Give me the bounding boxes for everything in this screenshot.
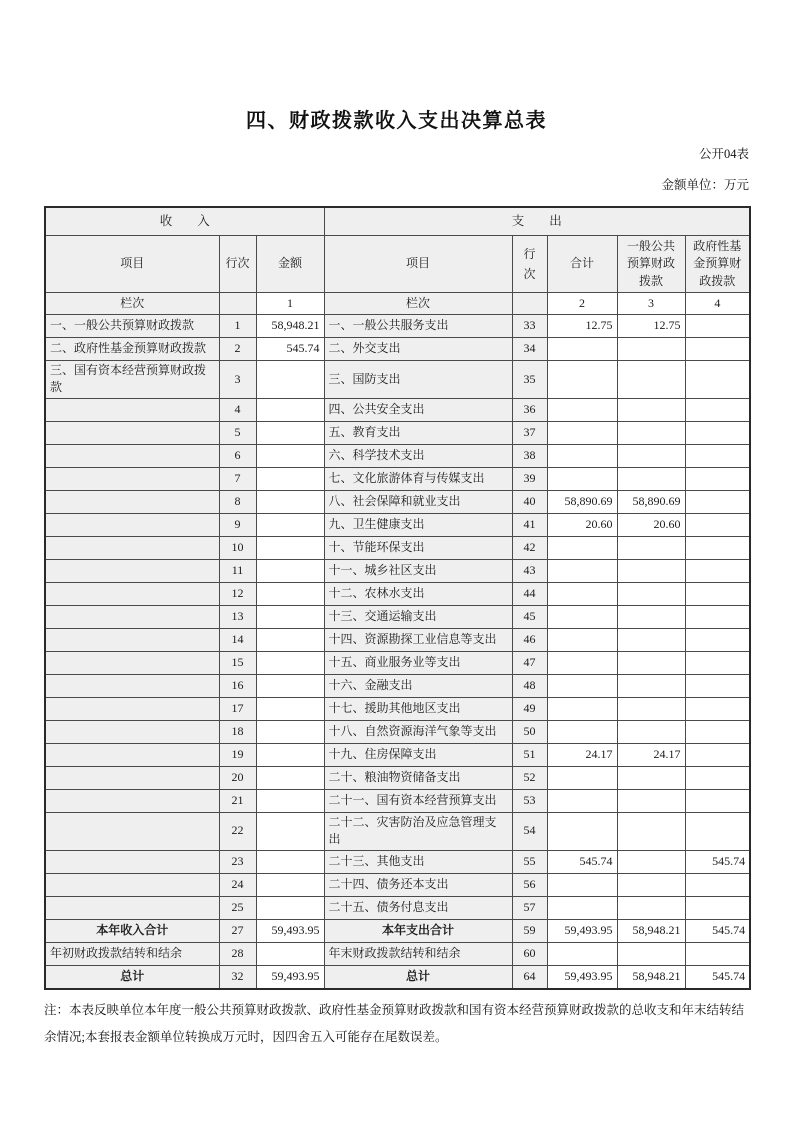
expenditure-general-cell: 12.75 — [617, 315, 685, 338]
expenditure-item-header: 项目 — [324, 236, 512, 293]
expenditure-general-cell: 20.60 — [617, 513, 685, 536]
expenditure-item-cell: 十七、援助其他地区支出 — [324, 697, 512, 720]
expenditure-total-cell: 59,493.95 — [547, 965, 617, 989]
expenditure-govfund-cell — [685, 467, 750, 490]
income-item-cell — [45, 651, 219, 674]
income-item-cell: 二、政府性基金预算财政拨款 — [45, 338, 219, 361]
table-row — [45, 697, 750, 720]
table-row — [45, 674, 750, 697]
income-rowno-cell: 7 — [219, 467, 256, 490]
income-amount-cell: 545.74 — [256, 338, 324, 361]
income-amount-cell — [256, 896, 324, 919]
expenditure-rowno-cell: 49 — [512, 697, 547, 720]
expenditure-section-header: 支 出 — [324, 207, 750, 236]
expenditure-govfund-cell — [685, 720, 750, 743]
income-rowno-cell: 16 — [219, 674, 256, 697]
income-rowno-cell: 3 — [219, 361, 256, 399]
expenditure-govfund-cell: 545.74 — [685, 850, 750, 873]
income-rowno-cell: 2 — [219, 338, 256, 361]
expenditure-govfund-cell — [685, 559, 750, 582]
table-row — [45, 896, 750, 919]
expenditure-govfund-cell — [685, 743, 750, 766]
expenditure-general-cell — [617, 361, 685, 399]
income-amount-cell — [256, 398, 324, 421]
expenditure-general-cell — [617, 651, 685, 674]
income-amount-cell: 59,493.95 — [256, 965, 324, 989]
income-amount-cell — [256, 513, 324, 536]
income-item-cell — [45, 605, 219, 628]
expenditure-govfund-cell — [685, 651, 750, 674]
income-item-cell — [45, 766, 219, 789]
expenditure-govfund-cell — [685, 490, 750, 513]
expenditure-total-cell: 12.75 — [547, 315, 617, 338]
income-rowno-cell: 23 — [219, 850, 256, 873]
expenditure-rowno-cell: 57 — [512, 896, 547, 919]
expenditure-item-cell: 二十、粮油物资储备支出 — [324, 766, 512, 789]
expenditure-govfund-cell — [685, 513, 750, 536]
expenditure-total-cell — [547, 338, 617, 361]
expenditure-total-cell — [547, 697, 617, 720]
income-amount-cell — [256, 582, 324, 605]
income-amount-cell — [256, 873, 324, 896]
expenditure-total-cell — [547, 766, 617, 789]
income-rowno-cell: 24 — [219, 873, 256, 896]
income-amount-cell — [256, 743, 324, 766]
expenditure-item-cell: 五、教育支出 — [324, 421, 512, 444]
table-row — [45, 338, 750, 361]
expenditure-general-cell — [617, 338, 685, 361]
table-row — [45, 559, 750, 582]
expenditure-rowno-cell: 53 — [512, 789, 547, 812]
income-rowno-cell: 27 — [219, 919, 256, 942]
income-rowno-cell: 9 — [219, 513, 256, 536]
unit-label: 金额单位：万元 — [661, 178, 749, 192]
expenditure-govfund-cell — [685, 674, 750, 697]
expenditure-rowno-cell: 43 — [512, 559, 547, 582]
expenditure-govfund-cell — [685, 315, 750, 338]
expenditure-govfund-cell — [685, 361, 750, 399]
income-item-cell: 本年收入合计 — [45, 919, 219, 942]
expenditure-item-cell: 本年支出合计 — [324, 919, 512, 942]
expenditure-govfund-cell — [685, 444, 750, 467]
income-item-cell — [45, 812, 219, 850]
income-item-cell: 总计 — [45, 965, 219, 989]
expenditure-item-cell: 十三、交通运输支出 — [324, 605, 512, 628]
expenditure-total-cell — [547, 421, 617, 444]
expenditure-total-cell — [547, 789, 617, 812]
expenditure-general-cell — [617, 896, 685, 919]
expenditure-total-cell — [547, 812, 617, 850]
income-rowno-cell: 12 — [219, 582, 256, 605]
income-rowno-cell: 1 — [219, 315, 256, 338]
expenditure-general-cell — [617, 812, 685, 850]
expenditure-total-cell: 59,493.95 — [547, 919, 617, 942]
income-rowno-cell: 18 — [219, 720, 256, 743]
income-amount-cell — [256, 651, 324, 674]
income-item-cell — [45, 628, 219, 651]
expenditure-rowno-cell: 48 — [512, 674, 547, 697]
income-amount-cell — [256, 766, 324, 789]
expenditure-rowno-cell: 35 — [512, 361, 547, 399]
expenditure-total-cell — [547, 628, 617, 651]
expenditure-general-cell — [617, 421, 685, 444]
expenditure-item-cell: 二十二、灾害防治及应急管理支出 — [324, 812, 512, 850]
income-rowno-cell: 32 — [219, 965, 256, 989]
expenditure-rowno-cell: 44 — [512, 582, 547, 605]
table-row — [45, 965, 750, 989]
income-item-cell — [45, 559, 219, 582]
income-amount-cell: 59,493.95 — [256, 919, 324, 942]
expenditure-rowno-cell: 47 — [512, 651, 547, 674]
income-rowno-cell: 15 — [219, 651, 256, 674]
expenditure-total-index: 2 — [547, 293, 617, 315]
income-amount-cell: 58,948.21 — [256, 315, 324, 338]
income-rowno-cell: 21 — [219, 789, 256, 812]
table-row — [45, 743, 750, 766]
expenditure-general-budget-header: 一般公共预算财政拨款 — [617, 236, 685, 293]
income-item-cell — [45, 896, 219, 919]
expenditure-rowno-cell: 34 — [512, 338, 547, 361]
expenditure-total-cell — [547, 467, 617, 490]
income-item-cell — [45, 582, 219, 605]
expenditure-total-header: 合计 — [547, 236, 617, 293]
note-text: 注：本表反映单位本年度一般公共预算财政拨款、政府性基金预算财政拨款和国有资本经营预算财政拨款的总收支和年末结转结余情况;本套报表金额单位转换成万元时，因四舍五入可能存在尾数误差。 — [44, 1002, 745, 1044]
expenditure-total-cell — [547, 444, 617, 467]
table-row — [45, 467, 750, 490]
table-row — [45, 766, 750, 789]
table-row — [45, 873, 750, 896]
expenditure-govfund-cell — [685, 536, 750, 559]
expenditure-item-cell: 九、卫生健康支出 — [324, 513, 512, 536]
expenditure-general-cell — [617, 536, 685, 559]
expenditure-item-cell: 八、社会保障和就业支出 — [324, 490, 512, 513]
income-amount-cell — [256, 536, 324, 559]
expenditure-govfund-cell — [685, 873, 750, 896]
expenditure-total-cell — [547, 398, 617, 421]
income-item-cell — [45, 421, 219, 444]
expenditure-general-cell — [617, 873, 685, 896]
expenditure-general-cell — [617, 674, 685, 697]
expenditure-govfund-cell — [685, 789, 750, 812]
expenditure-govfund-cell — [685, 398, 750, 421]
expenditure-rowno-cell: 51 — [512, 743, 547, 766]
income-item-cell — [45, 513, 219, 536]
expenditure-item-cell: 四、公共安全支出 — [324, 398, 512, 421]
expenditure-total-cell — [547, 720, 617, 743]
table-row — [45, 919, 750, 942]
expenditure-general-cell — [617, 766, 685, 789]
income-amount-cell — [256, 559, 324, 582]
expenditure-item-cell: 十六、金融支出 — [324, 674, 512, 697]
expenditure-rowno-cell: 46 — [512, 628, 547, 651]
expenditure-general-index: 3 — [617, 293, 685, 315]
expenditure-rowno-header: 行次 — [512, 236, 547, 293]
expenditure-govfund-cell — [685, 628, 750, 651]
income-amount-cell — [256, 444, 324, 467]
income-item-cell — [45, 467, 219, 490]
income-amount-cell — [256, 361, 324, 399]
income-amount-index: 1 — [256, 293, 324, 315]
income-amount-cell — [256, 467, 324, 490]
doc-code-label: 公开04表 — [698, 147, 749, 161]
expenditure-govfund-cell — [685, 697, 750, 720]
expenditure-item-cell: 七、文化旅游体育与传媒支出 — [324, 467, 512, 490]
income-lanci-blank — [219, 293, 256, 315]
income-rowno-cell: 25 — [219, 896, 256, 919]
income-rowno-cell: 6 — [219, 444, 256, 467]
expenditure-total-cell: 20.60 — [547, 513, 617, 536]
income-item-cell: 一、一般公共预算财政拨款 — [45, 315, 219, 338]
income-amount-cell — [256, 789, 324, 812]
income-item-cell: 三、国有资本经营预算财政拨款 — [45, 361, 219, 399]
expenditure-govfund-budget-header: 政府性基金预算财政拨款 — [685, 236, 750, 293]
income-rowno-cell: 4 — [219, 398, 256, 421]
expenditure-general-cell — [617, 697, 685, 720]
income-amount-cell — [256, 490, 324, 513]
income-amount-cell — [256, 850, 324, 873]
expenditure-general-cell — [617, 559, 685, 582]
income-rowno-cell: 14 — [219, 628, 256, 651]
income-rowno-cell: 20 — [219, 766, 256, 789]
expenditure-rowno-cell: 39 — [512, 467, 547, 490]
expenditure-item-cell: 总计 — [324, 965, 512, 989]
expenditure-general-cell — [617, 942, 685, 965]
table-row — [45, 444, 750, 467]
column-index-row — [45, 293, 750, 315]
table-row — [45, 942, 750, 965]
expenditure-item-cell: 二十三、其他支出 — [324, 850, 512, 873]
income-rowno-cell: 11 — [219, 559, 256, 582]
income-amount-header: 金额 — [256, 236, 324, 293]
expenditure-total-cell — [547, 361, 617, 399]
table-row — [45, 398, 750, 421]
expenditure-general-cell: 24.17 — [617, 743, 685, 766]
income-rowno-cell: 19 — [219, 743, 256, 766]
expenditure-govfund-cell: 545.74 — [685, 919, 750, 942]
expenditure-rowno-cell: 59 — [512, 919, 547, 942]
income-amount-cell — [256, 421, 324, 444]
expenditure-item-cell: 二十一、国有资本经营预算支出 — [324, 789, 512, 812]
income-amount-cell — [256, 720, 324, 743]
fiscal-summary-table — [44, 206, 751, 990]
table-row — [45, 605, 750, 628]
income-item-cell — [45, 850, 219, 873]
expenditure-item-cell: 十二、农林水支出 — [324, 582, 512, 605]
expenditure-total-cell — [547, 536, 617, 559]
expenditure-item-cell: 十四、资源勘探工业信息等支出 — [324, 628, 512, 651]
income-amount-cell — [256, 697, 324, 720]
expenditure-item-cell: 二十五、债务付息支出 — [324, 896, 512, 919]
expenditure-item-cell: 十八、自然资源海洋气象等支出 — [324, 720, 512, 743]
table-body — [45, 207, 750, 989]
expenditure-general-cell — [617, 467, 685, 490]
expenditure-general-cell — [617, 444, 685, 467]
expenditure-rowno-cell: 50 — [512, 720, 547, 743]
expenditure-general-cell — [617, 398, 685, 421]
income-item-cell — [45, 789, 219, 812]
income-rowno-cell: 13 — [219, 605, 256, 628]
table-row — [45, 812, 750, 850]
expenditure-item-cell: 十九、住房保障支出 — [324, 743, 512, 766]
expenditure-general-cell: 58,890.69 — [617, 490, 685, 513]
expenditure-general-cell — [617, 605, 685, 628]
income-item-cell — [45, 873, 219, 896]
income-section-header: 收 入 — [45, 207, 324, 236]
page-title: 四、财政拨款收入支出决算总表 — [246, 110, 547, 132]
table-row — [45, 789, 750, 812]
expenditure-govfund-cell: 545.74 — [685, 965, 750, 989]
expenditure-rowno-cell: 54 — [512, 812, 547, 850]
expenditure-item-cell: 十五、商业服务业等支出 — [324, 651, 512, 674]
income-amount-cell — [256, 942, 324, 965]
income-item-cell — [45, 743, 219, 766]
expenditure-item-cell: 年末财政拨款结转和结余 — [324, 942, 512, 965]
expenditure-item-cell: 二、外交支出 — [324, 338, 512, 361]
expenditure-lanci-label: 栏次 — [324, 293, 512, 315]
expenditure-item-cell: 三、国防支出 — [324, 361, 512, 399]
expenditure-general-cell — [617, 582, 685, 605]
expenditure-govfund-cell — [685, 896, 750, 919]
expenditure-item-cell: 一、一般公共服务支出 — [324, 315, 512, 338]
income-amount-cell — [256, 674, 324, 697]
expenditure-total-cell: 545.74 — [547, 850, 617, 873]
income-item-cell — [45, 398, 219, 421]
expenditure-govfund-cell — [685, 766, 750, 789]
expenditure-rowno-cell: 60 — [512, 942, 547, 965]
expenditure-rowno-cell: 45 — [512, 605, 547, 628]
column-header-row — [45, 236, 750, 293]
table-row — [45, 582, 750, 605]
table-row — [45, 513, 750, 536]
income-rowno-cell: 22 — [219, 812, 256, 850]
table-row — [45, 361, 750, 399]
expenditure-general-cell: 58,948.21 — [617, 965, 685, 989]
income-item-cell: 年初财政拨款结转和结余 — [45, 942, 219, 965]
income-rowno-cell: 10 — [219, 536, 256, 559]
table-row — [45, 536, 750, 559]
table-row — [45, 315, 750, 338]
expenditure-item-cell: 二十四、债务还本支出 — [324, 873, 512, 896]
expenditure-rowno-cell: 37 — [512, 421, 547, 444]
expenditure-govfund-cell — [685, 812, 750, 850]
expenditure-govfund-cell — [685, 942, 750, 965]
table-row — [45, 421, 750, 444]
expenditure-item-cell: 十一、城乡社区支出 — [324, 559, 512, 582]
table-row — [45, 490, 750, 513]
table-row — [45, 628, 750, 651]
expenditure-total-cell: 24.17 — [547, 743, 617, 766]
expenditure-general-cell — [617, 789, 685, 812]
expenditure-general-cell — [617, 628, 685, 651]
income-item-cell — [45, 490, 219, 513]
income-lanci-label: 栏次 — [45, 293, 219, 315]
expenditure-total-cell: 58,890.69 — [547, 490, 617, 513]
expenditure-general-cell — [617, 850, 685, 873]
table-row — [45, 720, 750, 743]
page-content — [44, 0, 749, 1051]
expenditure-total-cell — [547, 559, 617, 582]
expenditure-item-cell: 十、节能环保支出 — [324, 536, 512, 559]
expenditure-rowno-cell: 40 — [512, 490, 547, 513]
expenditure-rowno-cell: 36 — [512, 398, 547, 421]
expenditure-rowno-cell: 55 — [512, 850, 547, 873]
income-item-cell — [45, 536, 219, 559]
income-rowno-cell: 8 — [219, 490, 256, 513]
income-rowno-header: 行次 — [219, 236, 256, 293]
expenditure-rowno-cell: 42 — [512, 536, 547, 559]
expenditure-rowno-cell: 41 — [512, 513, 547, 536]
income-rowno-cell: 5 — [219, 421, 256, 444]
expenditure-rowno-cell: 38 — [512, 444, 547, 467]
expenditure-lanci-blank — [512, 293, 547, 315]
expenditure-general-cell — [617, 720, 685, 743]
income-item-header: 项目 — [45, 236, 219, 293]
income-item-cell — [45, 674, 219, 697]
expenditure-total-cell — [547, 873, 617, 896]
expenditure-total-cell — [547, 582, 617, 605]
expenditure-total-cell — [547, 674, 617, 697]
expenditure-total-cell — [547, 942, 617, 965]
expenditure-govfund-index: 4 — [685, 293, 750, 315]
income-item-cell — [45, 444, 219, 467]
income-amount-cell — [256, 605, 324, 628]
expenditure-rowno-cell: 64 — [512, 965, 547, 989]
income-rowno-cell: 28 — [219, 942, 256, 965]
income-item-cell — [45, 720, 219, 743]
expenditure-govfund-cell — [685, 605, 750, 628]
expenditure-rowno-cell: 33 — [512, 315, 547, 338]
expenditure-total-cell — [547, 896, 617, 919]
expenditure-rowno-cell: 56 — [512, 873, 547, 896]
expenditure-govfund-cell — [685, 338, 750, 361]
expenditure-total-cell — [547, 605, 617, 628]
expenditure-govfund-cell — [685, 582, 750, 605]
expenditure-general-cell: 58,948.21 — [617, 919, 685, 942]
expenditure-rowno-cell: 52 — [512, 766, 547, 789]
expenditure-total-cell — [547, 651, 617, 674]
table-row — [45, 651, 750, 674]
expenditure-item-cell: 六、科学技术支出 — [324, 444, 512, 467]
table-row — [45, 850, 750, 873]
income-amount-cell — [256, 628, 324, 651]
section-header-row — [45, 207, 750, 236]
income-item-cell — [45, 697, 219, 720]
income-rowno-cell: 17 — [219, 697, 256, 720]
income-amount-cell — [256, 812, 324, 850]
expenditure-govfund-cell — [685, 421, 750, 444]
